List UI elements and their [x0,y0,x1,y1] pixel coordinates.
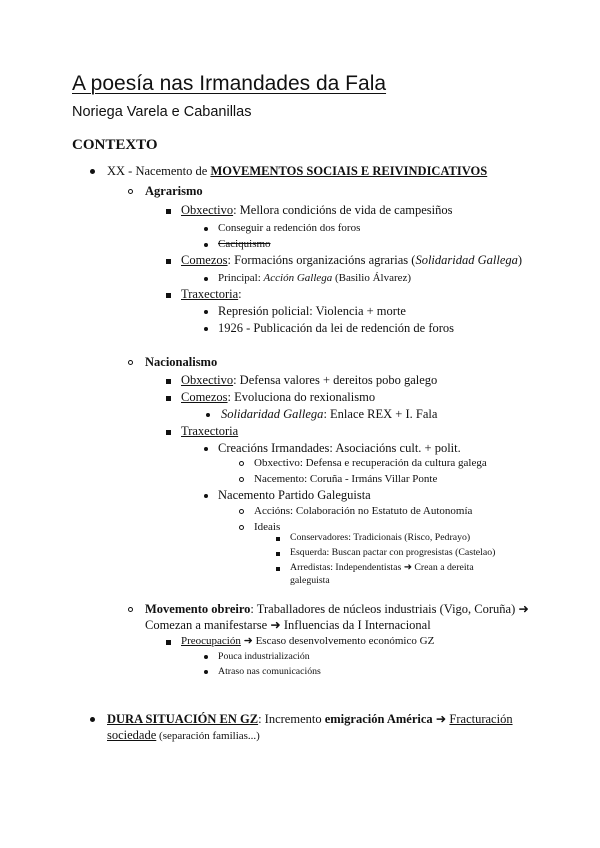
obreiro-item-continuation: Comezan a manifestarse ➜ Influencias da I Internacional [145,618,431,632]
list-item: Comezos: Evoluciona do rexionalismo [181,390,376,404]
bullet-disc-icon [204,670,208,674]
list-item: Accións: Colaboración no Estatuto de Autonomía [254,505,473,517]
list-item: Obxectivo: Defensa valores + dereitos pobo galego [181,373,438,387]
bullet-disc-icon [204,277,208,281]
list-item: Represión policial: Violencia + morte [218,304,406,318]
bullet-square-icon [166,209,171,214]
bullet-square-icon [166,396,171,401]
list-item: 1926 - Publicación da lei de redención de foros [218,321,455,335]
list-item: DURA SITUACIÓN EN GZ: Incremento emigración América ➜ Fracturación [107,712,513,726]
list-item: Creacións Irmandades: Asociacións cult. + polit. [218,441,461,455]
bullet-disc-icon [204,327,208,331]
bullet-disc-icon [90,717,95,722]
list-item: Traxectoria [181,424,239,438]
bullet-disc-icon [204,494,208,498]
bullet-square-icon [166,293,171,298]
page-subtitle: Noriega Varela e Cabanillas [72,104,252,120]
bullet-square-icon [276,537,280,541]
bullet-disc-icon [204,447,208,451]
list-item-continuation: sociedade (separación familias...) [107,728,260,742]
bullet-disc-icon [204,227,208,231]
list-item: Obxectivo: Defensa e recuperación da cultura galega [254,457,487,469]
bullet-circle-icon [128,360,133,365]
bullet-circle-icon [239,509,244,514]
bullet-square-icon [166,430,171,435]
list-item: Nacemento Partido Galeguista [218,488,371,502]
list-item: Comezos: Formacións organizacións agrarias (Solidaridad Gallega) [181,253,523,267]
list-item: Solidaridad Gallega: Enlace REX + I. Fala [221,407,438,421]
bullet-circle-icon [239,525,244,530]
list-item: XX - Nacemento de MOVEMENTOS SOCIAIS E REIVINDICATIVOS [107,164,488,178]
bullet-square-icon [166,379,171,384]
bullet-square-icon [276,552,280,556]
bullet-disc-icon [204,243,208,247]
bullet-square-icon [166,259,171,264]
bullet-square-icon [166,640,171,645]
bullet-disc-icon [204,655,208,659]
bullet-circle-icon [128,607,133,612]
bullet-disc-icon [90,169,95,174]
list-item: Obxectivo: Mellora condicións de vida de campesiños [181,203,453,217]
list-item: Atraso nas comunicacións [218,666,321,677]
list-item: Esquerda: Buscan pactar con progresistas (Castelao) [290,547,496,558]
agrarismo-heading: Agrarismo [145,184,203,198]
bullet-circle-icon [239,461,244,466]
list-item: Pouca industrialización [218,651,310,662]
list-item: Conservadores: Tradicionais (Risco, Pedrayo) [290,532,471,543]
list-item: Preocupación ➜ Escaso desenvolvemento económico GZ [181,635,435,647]
bullet-circle-icon [239,477,244,482]
list-item: Traxectoria: [181,287,242,301]
bullet-disc-icon [206,413,210,417]
movements-heading: MOVEMENTOS SOCIAIS E REIVINDICATIVOS [210,164,488,178]
nacionalismo-heading: Nacionalismo [145,355,218,369]
bullet-disc-icon [204,310,208,314]
obreiro-item: Movemento obreiro: Traballadores de núcleos industriais (Vigo, Coruña) ➜ [145,602,529,616]
list-item: Arredistas: Independentistas ➜ Crean a dereita [290,562,474,573]
list-item: Principal: Acción Gallega (Basilio Álvarez) [218,272,412,284]
list-item: Caciquismo [218,238,271,250]
bullet-square-icon [276,567,280,571]
page-title: A poesía nas Irmandades da Fala [72,72,387,95]
section-heading: CONTEXTO [72,137,158,153]
bullet-circle-icon [128,189,133,194]
list-item: Ideais [254,521,281,533]
list-item: Conseguir a redención dos foros [218,222,361,234]
list-item-continuation: galeguista [290,575,330,586]
list-item: Nacemento: Coruña - Irmáns Villar Ponte [254,473,438,485]
